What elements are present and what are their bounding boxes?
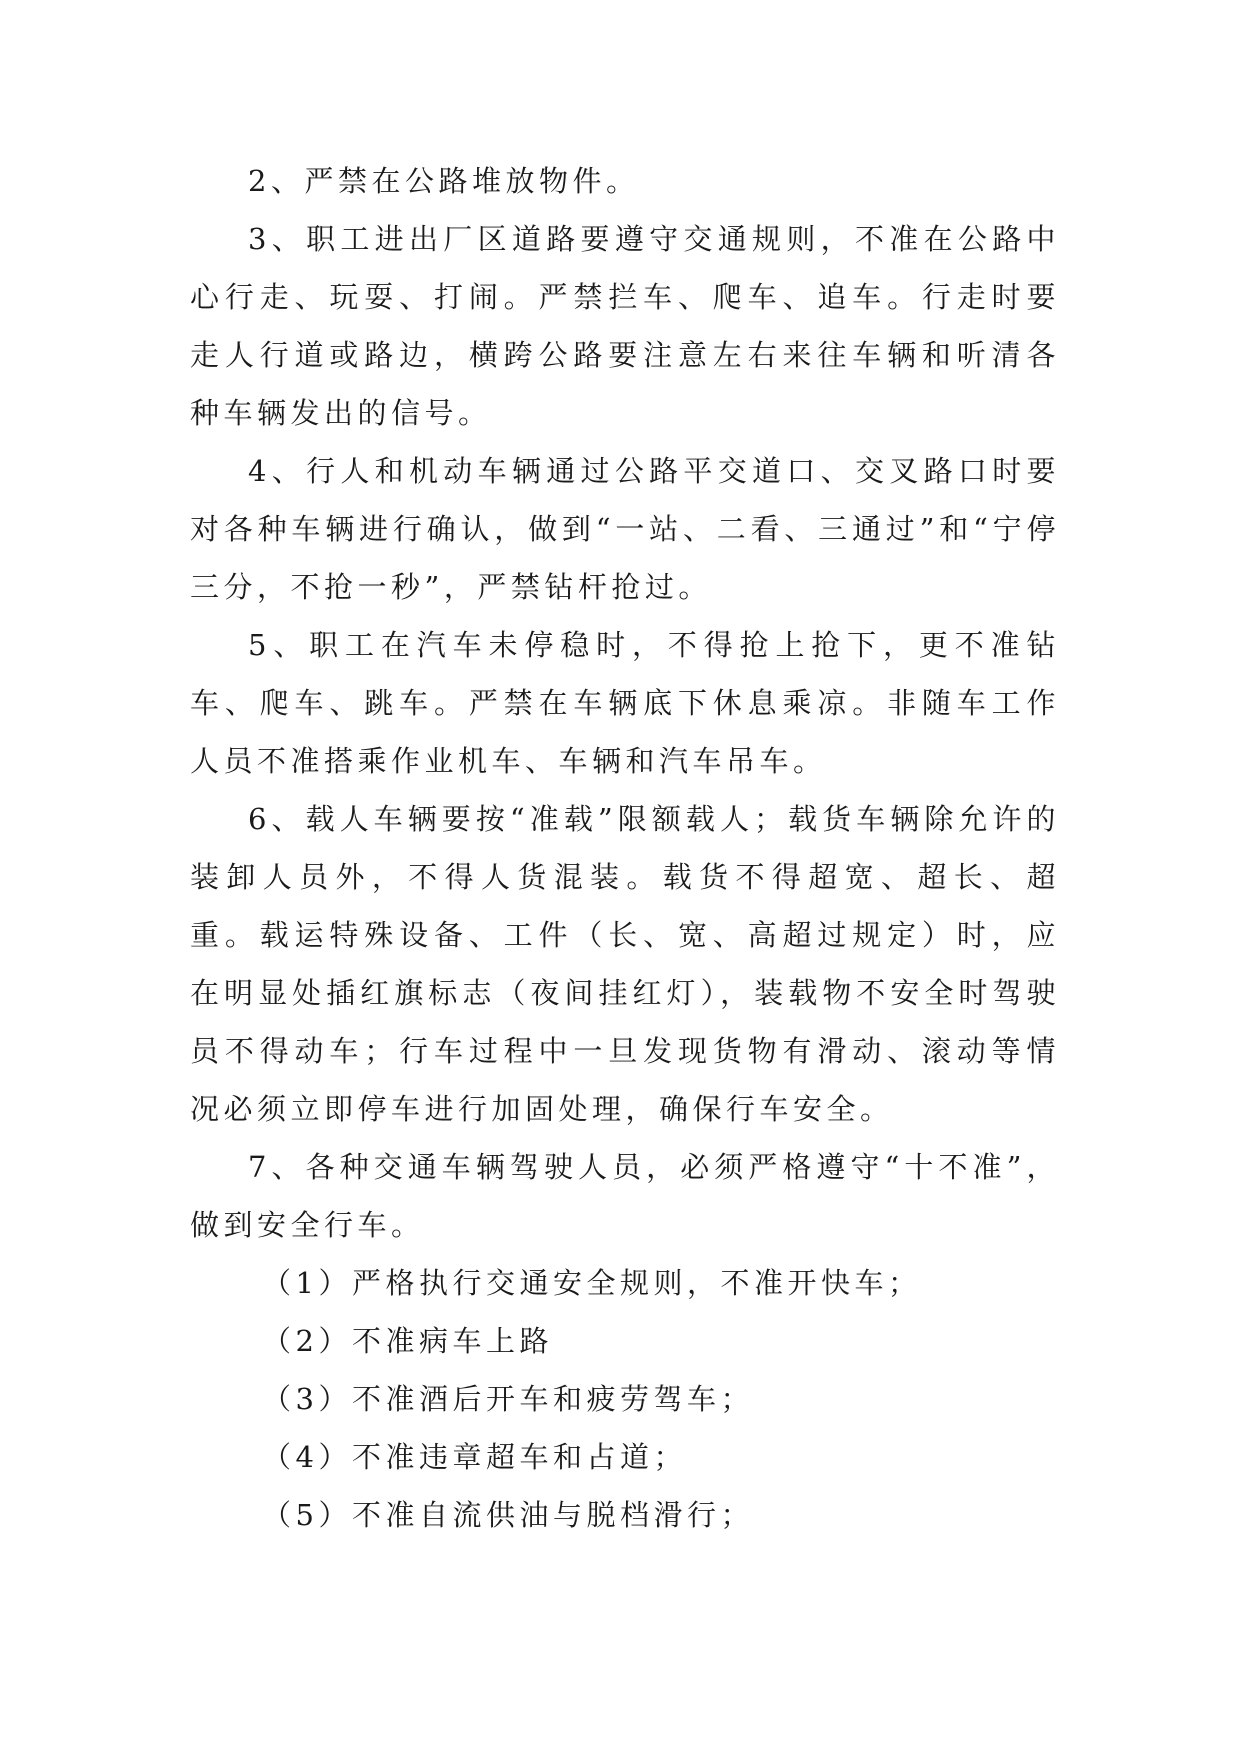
list-item-3: （3）不准酒后开车和疲劳驾车； (262, 1382, 754, 1416)
paragraph-rule-4: 4、行人和机动车辆通过公路平交道口、交叉路口时要对各种车辆进行确认，做到“一站、二看、三通过”和“宁停三分，不抢一秒”，严禁钻杆抢过。 (190, 454, 1060, 604)
document-body (190, 152, 1060, 1544)
paragraph-rule-7: 7、各种交通车辆驾驶人员，必须严格遵守“十不准”，做到安全行车。 (190, 1150, 1060, 1242)
paragraph-rule-6: 6、载人车辆要按“准载”限额载人；载货车辆除允许的装卸人员外，不得人货混装。载货不得超宽、超长、超重。载运特殊设备、工件（长、宽、高超过规定）时，应在明显处插红旗标志（夜间挂红灯），装载物不安全时驾驶员不得动车；行车过程中一旦发现货物有滑动、滚动等情况必须立即停车进行加固处理，确保行车安全。 (190, 802, 1060, 1126)
list-item-1: （1）严格执行交通安全规则，不准开快车； (262, 1266, 922, 1300)
list-item-5: （5）不准自流供油与脱档滑行； (262, 1498, 754, 1532)
paragraph-rule-3: 3、职工进出厂区道路要遵守交通规则，不准在公路中心行走、玩耍、打闹。严禁拦车、爬车、追车。行走时要走人行道或路边，横跨公路要注意左右来往车辆和听清各种车辆发出的信号。 (190, 222, 1060, 430)
list-item-2: （2）不准病车上路 (262, 1324, 553, 1358)
paragraph-rule-2: 2、严禁在公路堆放物件。 (248, 164, 640, 198)
paragraph-rule-5: 5、职工在汽车未停稳时，不得抢上抢下，更不准钻车、爬车、跳车。严禁在车辆底下休息乘凉。非随车工作人员不准搭乘作业机车、车辆和汽车吊车。 (190, 628, 1060, 778)
list-item-4: （4）不准违章超车和占道； (262, 1440, 687, 1474)
